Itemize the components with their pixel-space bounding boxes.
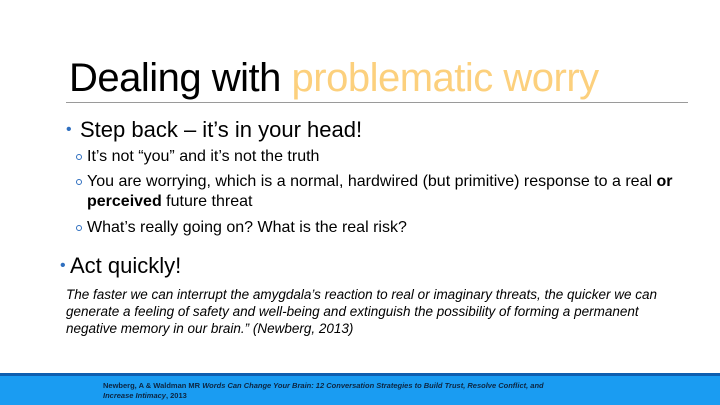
- citation: [103, 381, 573, 401]
- citation-authors: Newberg, A & Waldman MR: [103, 381, 203, 390]
- footer-bar: [0, 373, 720, 405]
- bullet-act-quickly: [60, 252, 181, 280]
- sub-bullet-not-you-text: It’s not “you” and it’s not the truth: [87, 148, 320, 165]
- bullet-dot-icon: •: [60, 257, 66, 274]
- bullet-step-back: [66, 116, 362, 144]
- sub-bullet-worrying-bold: or perceived: [87, 173, 673, 210]
- sub-bullet-worrying-part2: future threat: [161, 193, 253, 210]
- sub-bullet-real-risk-text: What’s really going on? What is the real risk?: [87, 219, 407, 236]
- slide-title: [69, 54, 599, 102]
- title-accent: problematic worry: [291, 56, 599, 100]
- bullet-step-back-text: Step back – it’s in your head!: [80, 117, 363, 142]
- ring-bullet-icon: [76, 225, 82, 231]
- sub-bullet-not-you: [76, 147, 696, 167]
- quote-paragraph: The faster we can interrupt the amygdala’s reaction to real or imaginary threats, the quicker we can generate a feeling of safety and well-being and extinguish the possibility of forming a permanent negative memory in our brain.” (Newberg, 2013): [66, 287, 658, 336]
- sub-bullet-worrying-part1: You are worrying, which is a normal, hardwired (but primitive) response to a real: [87, 173, 657, 190]
- bullet-dot-icon: •: [66, 121, 72, 138]
- sub-bullet-real-risk: [76, 218, 696, 238]
- bullet-act-quickly-text: Act quickly!: [70, 253, 182, 278]
- ring-bullet-icon: [76, 179, 82, 185]
- citation-book: Words Can Change Your Brain: 12 Conversation Strategies to Build Trust, Resolve Conflict, and Increase Intimacy: [103, 381, 544, 400]
- ring-bullet-icon: [76, 154, 82, 160]
- citation-year: , 2013: [165, 391, 187, 400]
- title-plain: Dealing with: [69, 56, 292, 100]
- sub-bullet-worrying: [76, 172, 696, 212]
- title-divider: [66, 102, 688, 103]
